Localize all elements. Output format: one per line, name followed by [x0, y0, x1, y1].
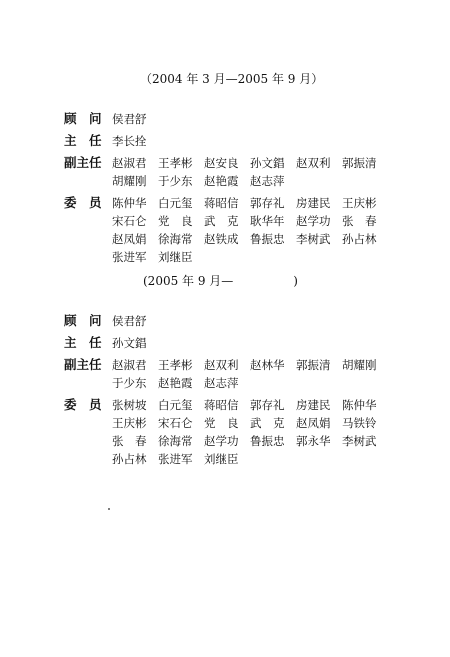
member-name: 鲁振忠: [250, 434, 285, 448]
member-name: 李长拴: [112, 134, 147, 148]
role-title: 主 任: [64, 133, 102, 148]
period-heading-2: (2005 年 9 月— ): [143, 274, 298, 288]
member-name: 王孝彬: [158, 156, 193, 170]
member-name: 刘继臣: [158, 250, 193, 264]
member-names: [112, 194, 400, 266]
member-name: 张 春: [112, 434, 147, 448]
member-name: 陈仲华: [342, 398, 377, 412]
member-name: 宋石仑: [158, 416, 193, 430]
member-name: 赵凤娟: [112, 232, 147, 246]
member-name: 张进军: [158, 452, 193, 466]
member-name: 赵淑君: [112, 156, 147, 170]
role-row: [64, 110, 404, 128]
member-names: [112, 356, 400, 392]
member-name: 党 良: [158, 214, 193, 228]
member-name: 郭永华: [296, 434, 331, 448]
role-row: [64, 396, 404, 468]
role-title: 顾 问: [64, 111, 102, 126]
member-name: 赵铁成: [204, 232, 239, 246]
role-title: 委 员: [64, 397, 102, 412]
member-name: 徐海常: [158, 434, 193, 448]
role-row: [64, 132, 404, 150]
member-name: 王庆彬: [342, 196, 377, 210]
member-name: 蒋昭信: [204, 196, 239, 210]
member-name: 孙文錩: [112, 336, 147, 350]
member-name: 赵林华: [250, 358, 285, 372]
member-name: 李树武: [342, 434, 377, 448]
member-names: [112, 312, 400, 330]
member-name: 郭存礼: [250, 398, 285, 412]
role-title: 顾 问: [64, 313, 102, 328]
role-row: [64, 312, 404, 330]
member-names: [112, 132, 400, 150]
member-name: 陈仲华: [112, 196, 147, 210]
member-name: 鲁振忠: [250, 232, 285, 246]
member-name: 张 春: [342, 214, 377, 228]
member-name: 李树武: [296, 232, 331, 246]
member-names: [112, 154, 400, 190]
stray-dot: [108, 508, 110, 510]
member-name: 赵志萍: [204, 376, 239, 390]
member-name: 孙占林: [342, 232, 377, 246]
member-name: 赵艳霞: [204, 174, 239, 188]
committee-section-2: [64, 312, 404, 472]
member-name: 赵双利: [204, 358, 239, 372]
member-name: 孙文錩: [250, 156, 285, 170]
member-name: 武 克: [204, 214, 239, 228]
committee-section-1: [64, 110, 404, 270]
member-name: 赵淑君: [112, 358, 147, 372]
role-row: [64, 334, 404, 352]
member-name: 郭存礼: [250, 196, 285, 210]
member-name: 赵凤娟: [296, 416, 331, 430]
member-name: 郭振清: [296, 358, 331, 372]
member-name: 王孝彬: [158, 358, 193, 372]
role-title: 副主任: [64, 155, 102, 170]
member-name: 蒋昭信: [204, 398, 239, 412]
member-name: 刘继臣: [204, 452, 239, 466]
member-name: 徐海常: [158, 232, 193, 246]
role-title: 委 员: [64, 195, 102, 210]
role-row: [64, 194, 404, 266]
member-name: 宋石仑: [112, 214, 147, 228]
member-name: 党 良: [204, 416, 239, 430]
member-names: [112, 334, 400, 352]
role-row: [64, 154, 404, 190]
member-name: 侯君舒: [112, 314, 147, 328]
role-title: 副主任: [64, 357, 102, 372]
member-name: 耿华年: [250, 214, 285, 228]
member-names: [112, 110, 400, 128]
member-name: 侯君舒: [112, 112, 147, 126]
member-name: 赵志萍: [250, 174, 285, 188]
member-name: 张树坡: [112, 398, 147, 412]
member-name: 房建民: [296, 398, 331, 412]
member-name: 白元玺: [158, 398, 193, 412]
member-name: 孙占林: [112, 452, 147, 466]
member-names: [112, 396, 400, 468]
member-name: 赵双利: [296, 156, 331, 170]
member-name: 房建民: [296, 196, 331, 210]
member-name: 马铁铃: [342, 416, 377, 430]
member-name: 赵艳霞: [158, 376, 193, 390]
member-name: 赵安良: [204, 156, 239, 170]
role-row: [64, 356, 404, 392]
member-name: 武 克: [250, 416, 285, 430]
period-heading-1: （2004 年 3 月—2005 年 9 月）: [140, 72, 324, 86]
member-name: 胡耀刚: [112, 174, 147, 188]
member-name: 张进军: [112, 250, 147, 264]
member-name: 胡耀刚: [342, 358, 377, 372]
member-name: 郭振清: [342, 156, 377, 170]
role-title: 主 任: [64, 335, 102, 350]
member-name: 赵学功: [296, 214, 331, 228]
member-name: 王庆彬: [112, 416, 147, 430]
member-name: 赵学功: [204, 434, 239, 448]
member-name: 白元玺: [158, 196, 193, 210]
member-name: 于少东: [112, 376, 147, 390]
member-name: 于少东: [158, 174, 193, 188]
